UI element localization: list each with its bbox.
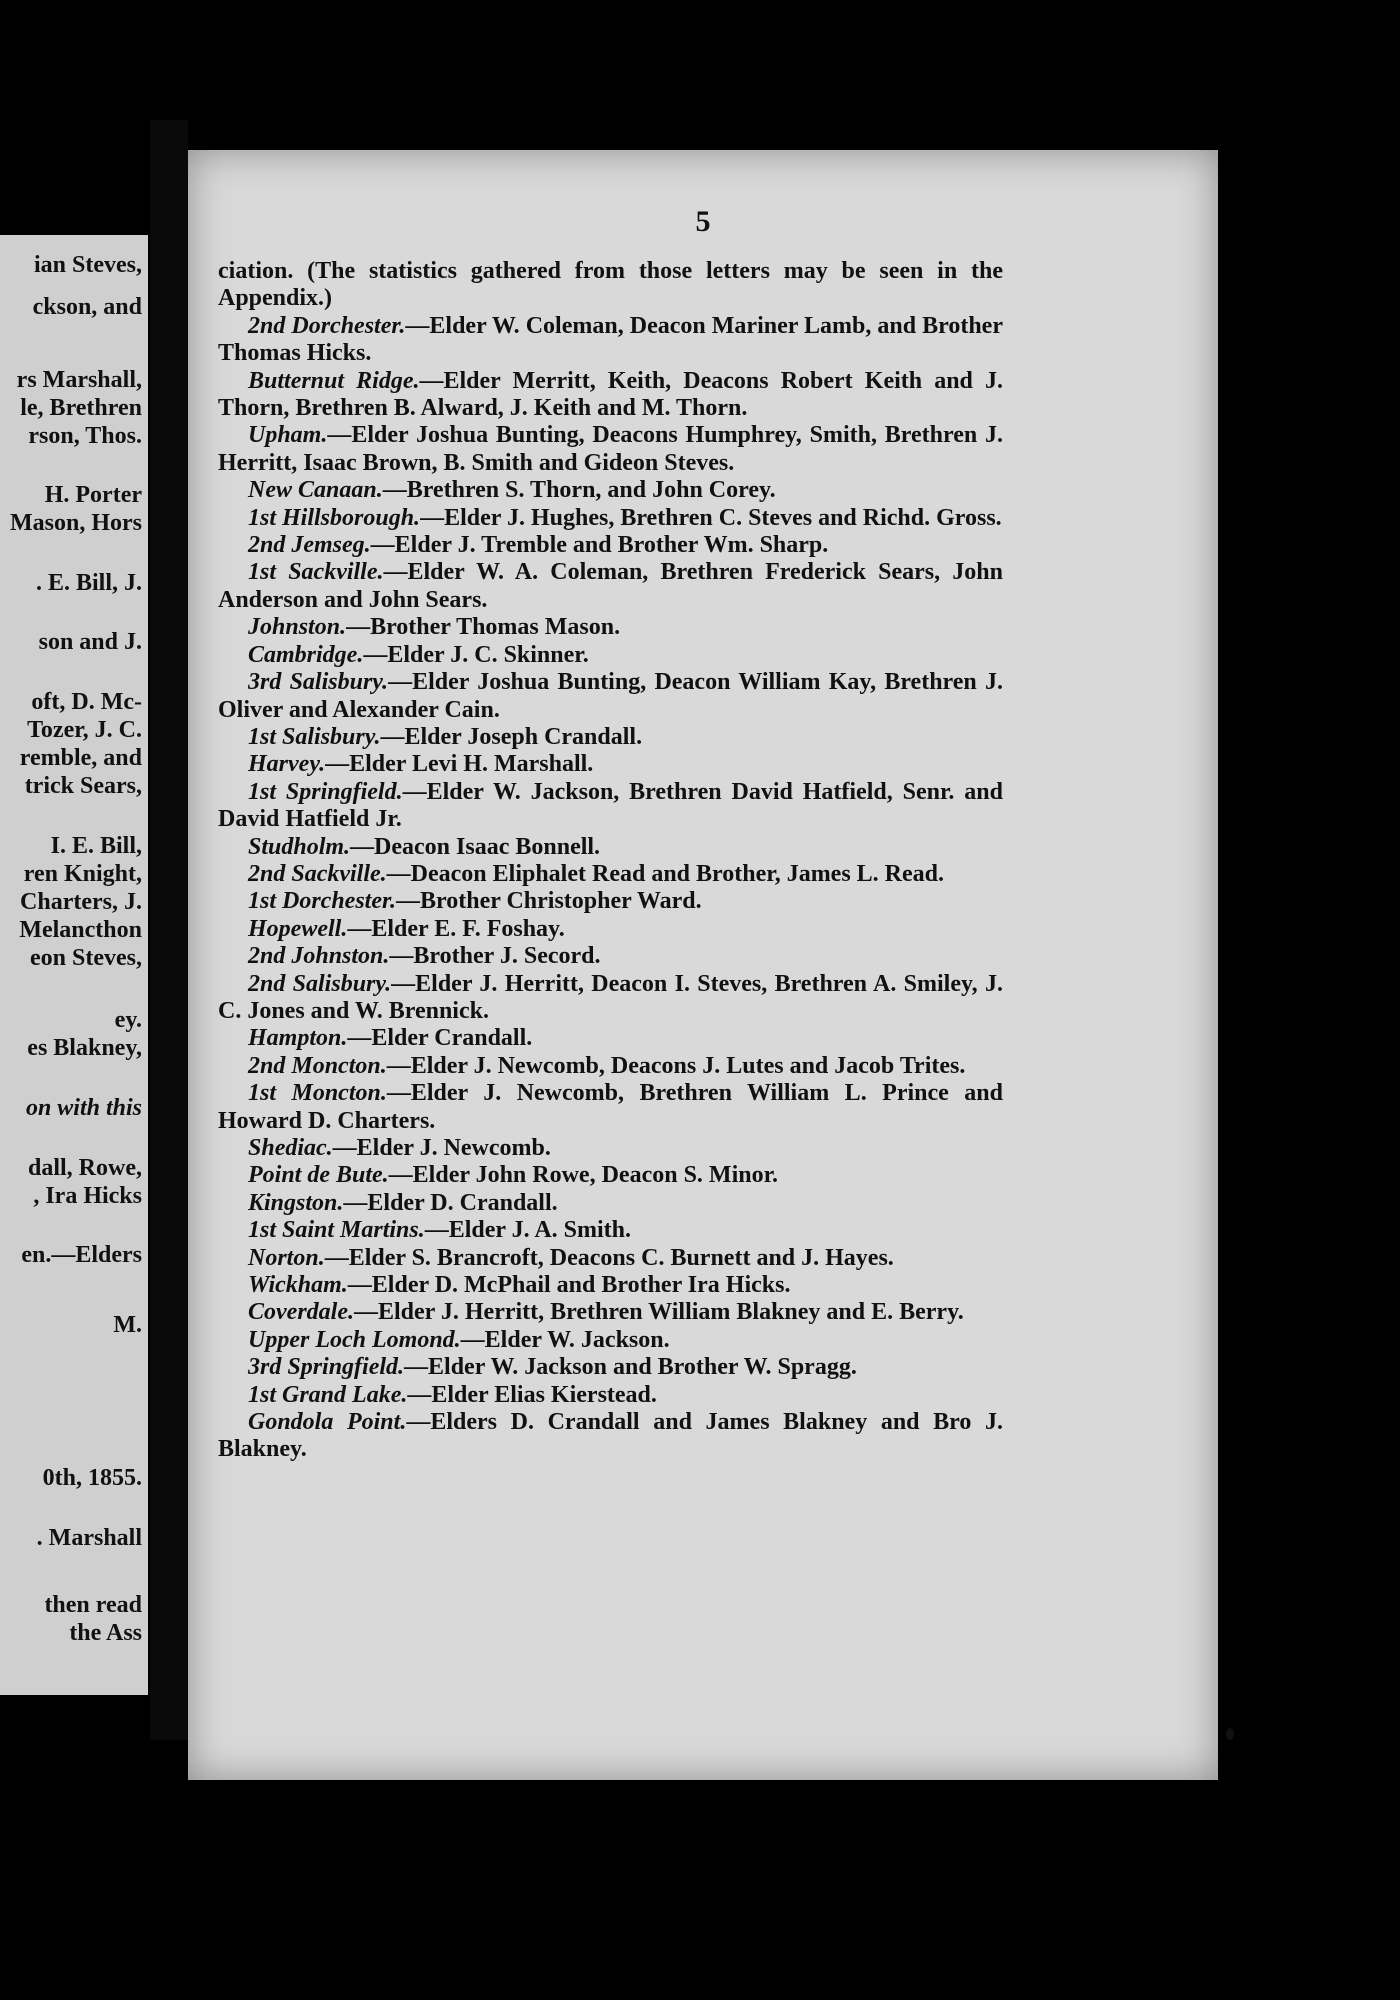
left-page-fragment xyxy=(0,235,148,1695)
left-page-line: trick Sears, xyxy=(24,773,142,799)
left-page-line: eon Steves, xyxy=(30,945,142,971)
left-page-line: , Ira Hicks xyxy=(33,1183,142,1209)
left-page-line: M. xyxy=(113,1312,142,1338)
delegate-entry xyxy=(218,1409,1003,1464)
delegate-entry xyxy=(218,422,1003,477)
delegate-entry xyxy=(218,532,1003,559)
church-name: 1st Dorchester. xyxy=(248,888,397,915)
church-name: 1st Springfield. xyxy=(248,778,403,805)
left-page-line: H. Porter xyxy=(44,482,142,508)
delegate-names: —Brethren S. Thorn, and John Corey. xyxy=(382,477,776,504)
delegate-names: —Elder Levi H. Marshall. xyxy=(325,751,594,778)
delegate-entry xyxy=(218,1299,1003,1326)
delegate-entry xyxy=(218,779,1003,834)
delegate-names: —Deacon Eliphalet Read and Brother, James L. Read. xyxy=(386,860,945,887)
delegate-entry xyxy=(218,1217,1003,1244)
delegate-entry xyxy=(218,1354,1003,1381)
church-name: Coverdale. xyxy=(248,1299,354,1326)
delegate-list xyxy=(218,258,1003,1464)
delegate-names: —Elder J. Newcomb. xyxy=(332,1135,551,1161)
left-page-line: Charters, J. xyxy=(20,889,142,915)
left-page-line: ren Knight, xyxy=(23,861,142,887)
delegate-names: —Elder Merritt, Keith, Deacons Robert Keith and J. Thorn, Brethren B. Alward, J. Keith and M. Thorn. xyxy=(218,367,1004,422)
church-name: Johnston. xyxy=(248,614,347,641)
delegate-entry xyxy=(218,559,1003,614)
delegate-names: —Elder John Rowe, Deacon S. Minor. xyxy=(388,1162,779,1189)
delegate-entry xyxy=(218,1382,1003,1409)
delegate-names: —Elder Elias Kierstead. xyxy=(407,1381,657,1408)
church-name: 2nd Sackville. xyxy=(248,860,387,887)
left-page-line: es Blakney, xyxy=(27,1035,142,1061)
church-name: Studholm. xyxy=(248,833,351,860)
delegate-entry xyxy=(218,834,1003,861)
delegate-entry xyxy=(218,1053,1003,1080)
church-name: Hampton. xyxy=(248,1025,348,1052)
delegate-entry xyxy=(218,916,1003,943)
delegate-names: —Brother J. Secord. xyxy=(389,943,601,970)
delegate-entry xyxy=(218,971,1003,1026)
delegate-names: —Elder J. A. Smith. xyxy=(424,1217,631,1244)
church-name: 1st Grand Lake. xyxy=(248,1381,408,1408)
delegate-entry xyxy=(218,1080,1003,1135)
left-page-line: then read xyxy=(44,1592,142,1618)
delegate-names: —Elder W. Coleman, Deacon Mariner Lamb, and Brother Thomas Hicks. xyxy=(218,312,1003,367)
church-name: 2nd Dorchester. xyxy=(248,312,406,339)
church-name: Kingston. xyxy=(248,1189,344,1216)
church-name: 2nd Salisbury. xyxy=(248,970,392,997)
delegate-entry xyxy=(218,313,1003,368)
church-name: Harvey. xyxy=(248,751,326,778)
intro-paragraph: ciation. (The statistics gathered from those letters may be seen in the Appendix.) xyxy=(218,258,1003,312)
church-name: 3rd Salisbury. xyxy=(248,669,389,696)
church-name: Upham. xyxy=(248,422,328,449)
left-page-line: ian Steves, xyxy=(34,252,142,278)
delegate-entry xyxy=(218,368,1003,423)
church-name: Point de Bute. xyxy=(248,1162,389,1189)
delegate-names: —Brother Thomas Mason. xyxy=(346,614,621,641)
delegate-entry xyxy=(218,1190,1003,1217)
left-page-line: Melancthon xyxy=(19,917,142,943)
church-name: Cambridge. xyxy=(248,641,364,668)
delegate-entry xyxy=(218,1327,1003,1354)
ink-speck xyxy=(1226,1728,1234,1740)
church-name: Gondola Point. xyxy=(248,1409,407,1436)
delegate-names: —Elder S. Brancroft, Deacons C. Burnett and J. Hayes. xyxy=(324,1244,894,1271)
left-page-line: the Ass xyxy=(69,1620,142,1646)
left-page-line: . E. Bill, J. xyxy=(35,570,142,596)
church-name: 1st Hillsborough. xyxy=(248,504,421,531)
delegate-entry xyxy=(218,477,1003,504)
church-name: Hopewell. xyxy=(248,915,348,942)
delegate-entry xyxy=(218,1272,1003,1299)
church-name: Butternut Ridge. xyxy=(248,367,420,394)
delegate-names: —Elder J. Herritt, Brethren William Blakney and E. Berry. xyxy=(353,1299,964,1326)
delegate-names: —Elder J. Newcomb, Brethren William L. Prince and Howard D. Charters. xyxy=(218,1080,1003,1134)
delegate-names: —Brother Christopher Ward. xyxy=(396,888,702,915)
church-name: 2nd Moncton. xyxy=(248,1052,387,1079)
left-page-line: son and J. xyxy=(38,629,142,655)
delegate-names: —Elder W. Jackson, Brethren David Hatfield, Senr. and David Hatfield Jr. xyxy=(218,778,1003,833)
delegate-entry xyxy=(218,751,1003,778)
church-name: 1st Salisbury. xyxy=(248,723,381,750)
left-page-line: oft, D. Mc- xyxy=(31,689,142,715)
delegate-names: —Elders D. Crandall and James Blakney and Bro J. Blakney. xyxy=(218,1409,1003,1463)
church-name: 1st Sackville. xyxy=(248,559,384,586)
delegate-names: —Elder J. Hughes, Brethren C. Steves and Richd. Gross. xyxy=(420,504,1002,531)
delegate-entry xyxy=(218,505,1003,532)
delegate-names: —Elder D. Crandall. xyxy=(343,1189,558,1216)
church-name: 3rd Springfield. xyxy=(248,1354,405,1381)
delegate-entry xyxy=(218,1245,1003,1272)
left-page-line: ckson, and xyxy=(32,294,142,320)
left-page-line: rs Marshall, xyxy=(16,367,142,393)
left-page-line: dall, Rowe, xyxy=(28,1155,142,1181)
delegate-names: —Elder Joseph Crandall. xyxy=(380,723,643,750)
delegate-names: —Elder J. Herritt, Deacon I. Steves, Brethren A. Smiley, J. C. Jones and W. Brennick. xyxy=(218,970,1003,1024)
delegate-entry xyxy=(218,614,1003,641)
left-page-line: . Marshall xyxy=(36,1525,142,1551)
delegate-names: —Elder J. Newcomb, Deacons J. Lutes and Jacob Trites. xyxy=(386,1052,966,1079)
delegate-names: —Elder E. F. Foshay. xyxy=(347,915,565,942)
left-page-line: Mason, Hors xyxy=(10,510,142,536)
delegate-names: —Elder Joshua Bunting, Deacons Humphrey, Smith, Brethren J. Herritt, Isaac Brown, B. Smith and Gideon Steves. xyxy=(218,422,1003,476)
book-gutter xyxy=(150,120,188,1740)
left-page-line: ey. xyxy=(114,1007,142,1033)
delegate-entry xyxy=(218,642,1003,669)
delegate-entry xyxy=(218,1025,1003,1052)
left-page-line: remble, and xyxy=(19,745,142,771)
left-page-line: le, Brethren xyxy=(20,395,142,421)
church-name: Wickham. xyxy=(248,1272,348,1299)
church-name: 2nd Johnston. xyxy=(248,943,390,970)
delegate-entry xyxy=(218,1162,1003,1189)
church-name: Norton. xyxy=(248,1244,325,1271)
church-name: 2nd Jemseg. xyxy=(248,532,371,559)
church-name: 1st Moncton. xyxy=(248,1080,387,1107)
delegate-names: —Elder W. Jackson and Brother W. Spragg. xyxy=(404,1354,857,1381)
delegate-names: —Deacon Isaac Bonnell. xyxy=(350,833,601,860)
delegate-names: —Elder J. Tremble and Brother Wm. Sharp. xyxy=(370,532,829,559)
delegate-entry xyxy=(218,943,1003,970)
page-number: 5 xyxy=(695,205,711,238)
church-name: Upper Loch Lomond. xyxy=(248,1326,461,1353)
left-page-line: en.—Elders xyxy=(21,1242,142,1268)
left-page-line: Tozer, J. C. xyxy=(27,717,142,743)
left-page-line: 0th, 1855. xyxy=(42,1465,142,1491)
church-name: New Canaan. xyxy=(248,477,383,504)
delegate-names: —Elder W. A. Coleman, Brethren Frederick Sears, John Anderson and John Sears. xyxy=(218,559,1003,613)
delegate-entry xyxy=(218,1135,1003,1162)
delegate-names: —Elder J. C. Skinner. xyxy=(363,641,589,668)
left-page-line: rson, Thos. xyxy=(28,423,142,449)
delegate-names: —Elder Joshua Bunting, Deacon William Kay, Brethren J. Oliver and Alexander Cain. xyxy=(218,669,1004,723)
right-page xyxy=(188,150,1218,1780)
delegate-entry xyxy=(218,861,1003,888)
delegate-names: —Elder Crandall. xyxy=(347,1025,533,1052)
delegate-names: —Elder W. Jackson. xyxy=(460,1326,670,1353)
delegate-entry xyxy=(218,669,1003,724)
church-name: 1st Saint Martins. xyxy=(248,1217,425,1244)
left-page-line: on with this xyxy=(25,1095,142,1121)
delegate-entry xyxy=(218,724,1003,751)
church-name: Shediac. xyxy=(248,1135,333,1161)
left-page-line: I. E. Bill, xyxy=(50,833,142,859)
delegate-entry xyxy=(218,888,1003,915)
delegate-names: —Elder D. McPhail and Brother Ira Hicks. xyxy=(347,1272,791,1299)
